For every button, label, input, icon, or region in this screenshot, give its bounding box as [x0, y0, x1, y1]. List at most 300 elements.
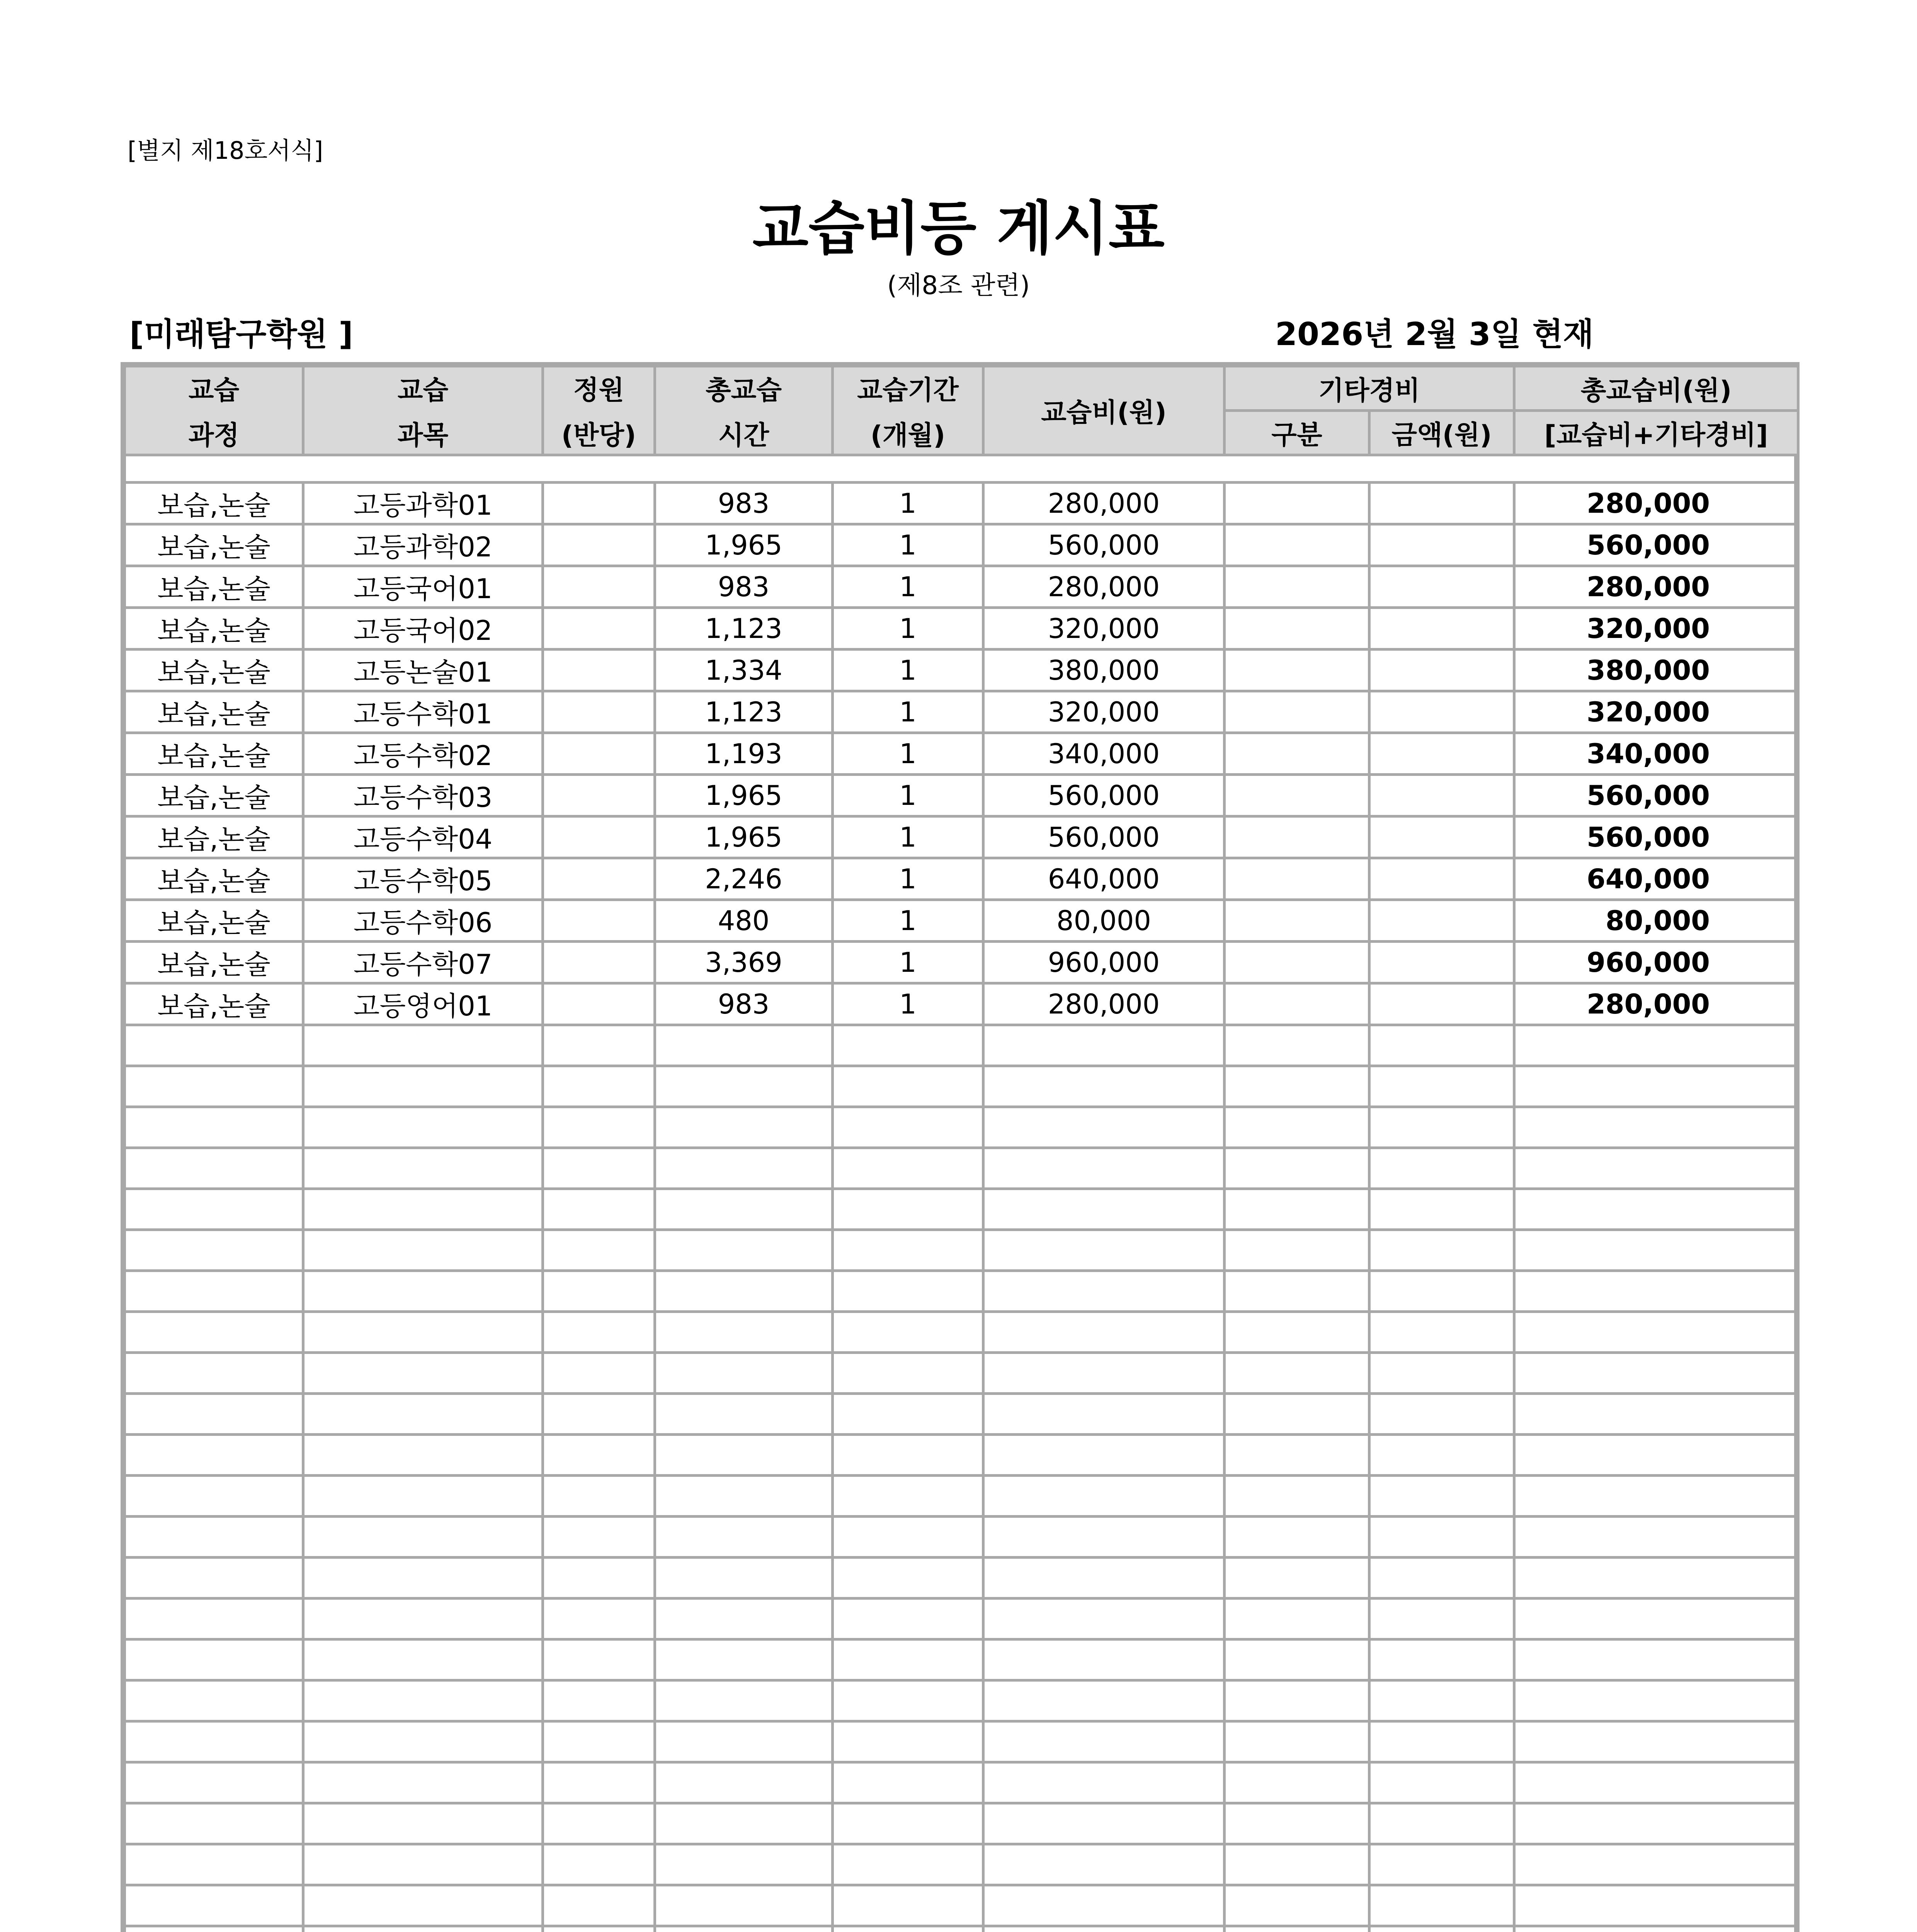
cell-empty	[655, 1435, 833, 1476]
cell-empty	[655, 1639, 833, 1680]
table-row-empty	[125, 1148, 1798, 1189]
cell-empty	[833, 1844, 983, 1885]
cell-fee: 340,000	[983, 733, 1225, 775]
cell-empty	[1369, 1025, 1514, 1066]
table-row-empty	[125, 1517, 1798, 1558]
table-row-empty	[125, 1312, 1798, 1353]
cell-subject: 고등수학06	[303, 900, 543, 942]
header-course: 교습 과정	[125, 366, 303, 455]
cell-hours: 983	[655, 983, 833, 1025]
cell-empty	[983, 1148, 1225, 1189]
cell-empty	[1369, 1844, 1514, 1885]
cell-empty	[303, 1885, 543, 1926]
cell-empty	[833, 1885, 983, 1926]
cell-period: 1	[833, 775, 983, 816]
header-subject: 교습 과목	[303, 366, 543, 455]
table-row	[125, 691, 1798, 733]
cell-fee: 280,000	[983, 566, 1225, 608]
cell-empty	[1369, 1803, 1514, 1844]
cell-empty	[983, 1680, 1225, 1721]
cell-subject: 고등과학02	[303, 524, 543, 566]
cell-period: 1	[833, 483, 983, 524]
cell-empty	[543, 1639, 655, 1680]
cell-hours: 2,246	[655, 858, 833, 900]
cell-empty	[543, 1558, 655, 1599]
cell-empty	[303, 1353, 543, 1394]
table-row-empty	[125, 1066, 1798, 1107]
table-row-empty	[125, 1558, 1798, 1599]
cell-period: 1	[833, 650, 983, 691]
cell-empty	[543, 1353, 655, 1394]
cell-empty	[1225, 1353, 1369, 1394]
cell-empty	[833, 1680, 983, 1721]
cell-empty	[983, 1189, 1225, 1230]
cell-empty	[655, 1926, 833, 1932]
cell-hours: 1,965	[655, 816, 833, 858]
cell-empty	[125, 1148, 303, 1189]
cell-empty	[833, 1107, 983, 1148]
header-capacity: 정원 (반당)	[543, 366, 655, 455]
header-other-expenses: 기타경비	[1225, 366, 1514, 411]
cell-empty	[833, 1803, 983, 1844]
cell-other-amount	[1369, 983, 1514, 1025]
cell-empty	[543, 1189, 655, 1230]
cell-fee: 560,000	[983, 775, 1225, 816]
cell-empty	[543, 1803, 655, 1844]
cell-empty	[125, 1025, 303, 1066]
table-row	[125, 983, 1798, 1025]
cell-total: 340,000	[1514, 733, 1798, 775]
cell-other-amount	[1369, 942, 1514, 983]
cell-period: 1	[833, 691, 983, 733]
cell-empty	[1514, 1599, 1798, 1639]
cell-empty	[833, 1230, 983, 1271]
table-row	[125, 900, 1798, 942]
cell-empty	[1369, 1639, 1514, 1680]
cell-other-type	[1225, 566, 1369, 608]
cell-empty	[1514, 1025, 1798, 1066]
table-row-empty	[125, 1680, 1798, 1721]
cell-empty	[833, 1435, 983, 1476]
cell-empty	[543, 1844, 655, 1885]
cell-empty	[655, 1680, 833, 1721]
cell-total: 380,000	[1514, 650, 1798, 691]
cell-empty	[1369, 1353, 1514, 1394]
cell-subject: 고등과학01	[303, 483, 543, 524]
cell-empty	[655, 1271, 833, 1312]
cell-capacity	[543, 983, 655, 1025]
cell-course: 보습,논술	[125, 608, 303, 650]
cell-empty	[833, 1639, 983, 1680]
cell-empty	[833, 1599, 983, 1639]
cell-empty	[983, 1394, 1225, 1435]
cell-empty	[543, 1312, 655, 1353]
cell-other-amount	[1369, 608, 1514, 650]
cell-empty	[833, 1926, 983, 1932]
cell-total: 280,000	[1514, 483, 1798, 524]
cell-empty	[1369, 1189, 1514, 1230]
table-row	[125, 858, 1798, 900]
cell-empty	[1225, 1025, 1369, 1066]
table-row	[125, 775, 1798, 816]
cell-course: 보습,논술	[125, 483, 303, 524]
table-row	[125, 816, 1798, 858]
cell-empty	[543, 1885, 655, 1926]
cell-empty	[1369, 1926, 1514, 1932]
cell-empty	[303, 1025, 543, 1066]
cell-empty	[303, 1803, 543, 1844]
cell-empty	[1369, 1312, 1514, 1353]
table-row-empty	[125, 1271, 1798, 1312]
cell-period: 1	[833, 942, 983, 983]
cell-capacity	[543, 691, 655, 733]
cell-period: 1	[833, 983, 983, 1025]
table-row-empty	[125, 1189, 1798, 1230]
cell-empty	[543, 1107, 655, 1148]
cell-total: 960,000	[1514, 942, 1798, 983]
cell-empty	[543, 1762, 655, 1803]
cell-total: 280,000	[1514, 566, 1798, 608]
cell-empty	[1225, 1066, 1369, 1107]
cell-hours: 1,965	[655, 775, 833, 816]
cell-other-type	[1225, 942, 1369, 983]
cell-empty	[1225, 1271, 1369, 1312]
cell-capacity	[543, 858, 655, 900]
cell-empty	[983, 1639, 1225, 1680]
cell-empty	[125, 1517, 303, 1558]
header-period: 교습기간 (개월)	[833, 366, 983, 455]
table-row-empty	[125, 1353, 1798, 1394]
cell-capacity	[543, 483, 655, 524]
table-row	[125, 650, 1798, 691]
cell-subject: 고등수학02	[303, 733, 543, 775]
cell-empty	[833, 1394, 983, 1435]
cell-capacity	[543, 650, 655, 691]
cell-empty	[125, 1721, 303, 1762]
cell-empty	[1225, 1599, 1369, 1639]
cell-empty	[1514, 1066, 1798, 1107]
cell-empty	[125, 1926, 303, 1932]
cell-empty	[1225, 1885, 1369, 1926]
cell-empty	[303, 1271, 543, 1312]
cell-empty	[1514, 1680, 1798, 1721]
table-header	[123, 365, 1800, 456]
header-fee: 교습비(원)	[983, 366, 1225, 455]
cell-empty	[303, 1066, 543, 1107]
cell-empty	[125, 1680, 303, 1721]
cell-empty	[1514, 1517, 1798, 1558]
cell-empty	[1369, 1762, 1514, 1803]
cell-empty	[983, 1435, 1225, 1476]
cell-hours: 983	[655, 566, 833, 608]
cell-empty	[983, 1721, 1225, 1762]
cell-empty	[1225, 1394, 1369, 1435]
table-row	[125, 483, 1798, 524]
cell-empty	[983, 1926, 1225, 1932]
cell-subject: 고등수학07	[303, 942, 543, 983]
cell-empty	[983, 1599, 1225, 1639]
cell-empty	[1225, 1230, 1369, 1271]
cell-empty	[655, 1558, 833, 1599]
cell-empty	[543, 1394, 655, 1435]
cell-empty	[303, 1517, 543, 1558]
cell-empty	[543, 1025, 655, 1066]
cell-empty	[125, 1803, 303, 1844]
cell-empty	[303, 1558, 543, 1599]
cell-empty	[303, 1107, 543, 1148]
cell-empty	[833, 1025, 983, 1066]
cell-course: 보습,논술	[125, 691, 303, 733]
header-total-2: [교습비+기타경비]	[1514, 411, 1798, 455]
cell-empty	[983, 1271, 1225, 1312]
cell-empty	[833, 1353, 983, 1394]
cell-empty	[1369, 1721, 1514, 1762]
header-other-type: 구분	[1225, 411, 1369, 455]
cell-subject: 고등국어01	[303, 566, 543, 608]
cell-empty	[1514, 1721, 1798, 1762]
cell-capacity	[543, 566, 655, 608]
cell-fee: 320,000	[983, 691, 1225, 733]
cell-other-type	[1225, 524, 1369, 566]
cell-hours: 1,193	[655, 733, 833, 775]
cell-empty	[1225, 1435, 1369, 1476]
cell-subject: 고등수학04	[303, 816, 543, 858]
cell-period: 1	[833, 900, 983, 942]
cell-empty	[983, 1844, 1225, 1885]
cell-hours: 1,123	[655, 691, 833, 733]
cell-course: 보습,논술	[125, 816, 303, 858]
cell-capacity	[543, 733, 655, 775]
cell-empty	[1514, 1639, 1798, 1680]
cell-empty	[1514, 1885, 1798, 1926]
cell-fee: 560,000	[983, 816, 1225, 858]
cell-empty	[833, 1066, 983, 1107]
cell-empty	[1369, 1517, 1514, 1558]
cell-empty	[1225, 1803, 1369, 1844]
cell-fee: 320,000	[983, 608, 1225, 650]
cell-empty	[1225, 1189, 1369, 1230]
cell-empty	[1514, 1394, 1798, 1435]
cell-empty	[1514, 1148, 1798, 1189]
cell-empty	[655, 1107, 833, 1148]
cell-empty	[983, 1803, 1225, 1844]
cell-empty	[655, 1312, 833, 1353]
cell-empty	[1225, 1476, 1369, 1517]
cell-capacity	[543, 524, 655, 566]
cell-other-type	[1225, 650, 1369, 691]
table-row-empty	[125, 1639, 1798, 1680]
cell-other-amount	[1369, 566, 1514, 608]
cell-empty	[543, 1599, 655, 1639]
cell-empty	[543, 1476, 655, 1517]
cell-empty	[833, 1148, 983, 1189]
header-other-amount: 금액(원)	[1369, 411, 1514, 455]
cell-empty	[1369, 1476, 1514, 1517]
cell-empty	[1514, 1353, 1798, 1394]
cell-empty	[1514, 1926, 1798, 1932]
cell-course: 보습,논술	[125, 733, 303, 775]
cell-empty	[543, 1230, 655, 1271]
cell-subject: 고등논술01	[303, 650, 543, 691]
cell-empty	[655, 1066, 833, 1107]
cell-empty	[1225, 1639, 1369, 1680]
cell-total: 640,000	[1514, 858, 1798, 900]
cell-empty	[1369, 1107, 1514, 1148]
cell-empty	[543, 1066, 655, 1107]
cell-empty	[303, 1762, 543, 1803]
cell-empty	[983, 1558, 1225, 1599]
cell-empty	[1369, 1271, 1514, 1312]
table-row-empty	[125, 1599, 1798, 1639]
cell-capacity	[543, 900, 655, 942]
cell-empty	[833, 1271, 983, 1312]
table-row-empty	[125, 1721, 1798, 1762]
cell-subject: 고등수학05	[303, 858, 543, 900]
cell-empty	[1225, 1926, 1369, 1932]
cell-empty	[1514, 1107, 1798, 1148]
cell-hours: 480	[655, 900, 833, 942]
cell-other-type	[1225, 691, 1369, 733]
cell-empty	[1514, 1230, 1798, 1271]
cell-empty	[833, 1312, 983, 1353]
cell-empty	[1514, 1844, 1798, 1885]
cell-other-amount	[1369, 900, 1514, 942]
cell-total: 320,000	[1514, 608, 1798, 650]
cell-empty	[1514, 1803, 1798, 1844]
table-row-empty	[125, 1926, 1798, 1932]
cell-hours: 3,369	[655, 942, 833, 983]
cell-other-amount	[1369, 524, 1514, 566]
cell-empty	[983, 1476, 1225, 1517]
cell-other-amount	[1369, 775, 1514, 816]
cell-empty	[303, 1435, 543, 1476]
cell-empty	[543, 1926, 655, 1932]
cell-empty	[125, 1639, 303, 1680]
cell-hours: 983	[655, 483, 833, 524]
table-row-empty	[125, 1394, 1798, 1435]
cell-course: 보습,논술	[125, 650, 303, 691]
cell-empty	[1225, 1107, 1369, 1148]
cell-empty	[303, 1680, 543, 1721]
table-row-empty	[125, 1025, 1798, 1066]
cell-empty	[125, 1189, 303, 1230]
table-row-empty	[125, 1885, 1798, 1926]
cell-empty	[1514, 1189, 1798, 1230]
cell-empty	[983, 1762, 1225, 1803]
cell-total: 280,000	[1514, 983, 1798, 1025]
academy-label: [미래탐구학원 ]	[129, 316, 353, 353]
cell-empty	[303, 1312, 543, 1353]
cell-empty	[655, 1844, 833, 1885]
page-subtitle: (제8조 관련)	[887, 270, 1030, 300]
cell-empty	[543, 1517, 655, 1558]
cell-empty	[655, 1189, 833, 1230]
cell-other-amount	[1369, 650, 1514, 691]
cell-other-amount	[1369, 733, 1514, 775]
cell-empty	[125, 1844, 303, 1885]
cell-empty	[655, 1599, 833, 1639]
cell-empty	[655, 1148, 833, 1189]
cell-empty	[125, 1599, 303, 1639]
cell-empty	[543, 1148, 655, 1189]
table-row	[125, 942, 1798, 983]
cell-other-type	[1225, 816, 1369, 858]
cell-course: 보습,논술	[125, 775, 303, 816]
cell-empty	[543, 1680, 655, 1721]
cell-period: 1	[833, 816, 983, 858]
cell-empty	[125, 1762, 303, 1803]
cell-period: 1	[833, 566, 983, 608]
cell-empty	[125, 1394, 303, 1435]
cell-empty	[1225, 1680, 1369, 1721]
page-title: 교습비등 게시표	[752, 195, 1165, 262]
cell-empty	[833, 1189, 983, 1230]
cell-empty	[303, 1844, 543, 1885]
cell-capacity	[543, 942, 655, 983]
cell-empty	[983, 1066, 1225, 1107]
cell-empty	[125, 1435, 303, 1476]
cell-empty	[1514, 1271, 1798, 1312]
cell-fee: 960,000	[983, 942, 1225, 983]
cell-empty	[125, 1312, 303, 1353]
cell-empty	[655, 1476, 833, 1517]
cell-other-type	[1225, 900, 1369, 942]
cell-course: 보습,논술	[125, 942, 303, 983]
cell-empty	[1514, 1762, 1798, 1803]
cell-empty	[655, 1353, 833, 1394]
cell-fee: 560,000	[983, 524, 1225, 566]
cell-other-type	[1225, 483, 1369, 524]
cell-empty	[983, 1107, 1225, 1148]
cell-period: 1	[833, 858, 983, 900]
cell-other-amount	[1369, 691, 1514, 733]
cell-empty	[125, 1353, 303, 1394]
cell-total: 560,000	[1514, 524, 1798, 566]
cell-fee: 640,000	[983, 858, 1225, 900]
cell-empty	[303, 1394, 543, 1435]
header-total-1: 총교습비(원)	[1514, 366, 1798, 411]
cell-other-amount	[1369, 816, 1514, 858]
cell-empty	[303, 1148, 543, 1189]
cell-subject: 고등수학01	[303, 691, 543, 733]
table-row-empty	[125, 1435, 1798, 1476]
table-row-empty	[125, 1762, 1798, 1803]
cell-empty	[303, 1639, 543, 1680]
table-row	[125, 733, 1798, 775]
table-row-empty	[125, 1476, 1798, 1517]
cell-empty	[1369, 1230, 1514, 1271]
cell-empty	[1225, 1517, 1369, 1558]
cell-empty	[303, 1599, 543, 1639]
table-row	[125, 524, 1798, 566]
cell-total: 320,000	[1514, 691, 1798, 733]
cell-course: 보습,논술	[125, 566, 303, 608]
cell-empty	[1225, 1844, 1369, 1885]
cell-empty	[303, 1189, 543, 1230]
cell-empty	[833, 1558, 983, 1599]
cell-empty	[655, 1230, 833, 1271]
cell-empty	[983, 1312, 1225, 1353]
cell-empty	[1369, 1680, 1514, 1721]
cell-empty	[655, 1517, 833, 1558]
cell-other-type	[1225, 775, 1369, 816]
cell-empty	[303, 1476, 543, 1517]
cell-empty	[125, 1476, 303, 1517]
cell-empty	[655, 1762, 833, 1803]
form-number: [별지 제18호서식]	[128, 136, 323, 165]
cell-empty	[1514, 1476, 1798, 1517]
cell-empty	[833, 1721, 983, 1762]
